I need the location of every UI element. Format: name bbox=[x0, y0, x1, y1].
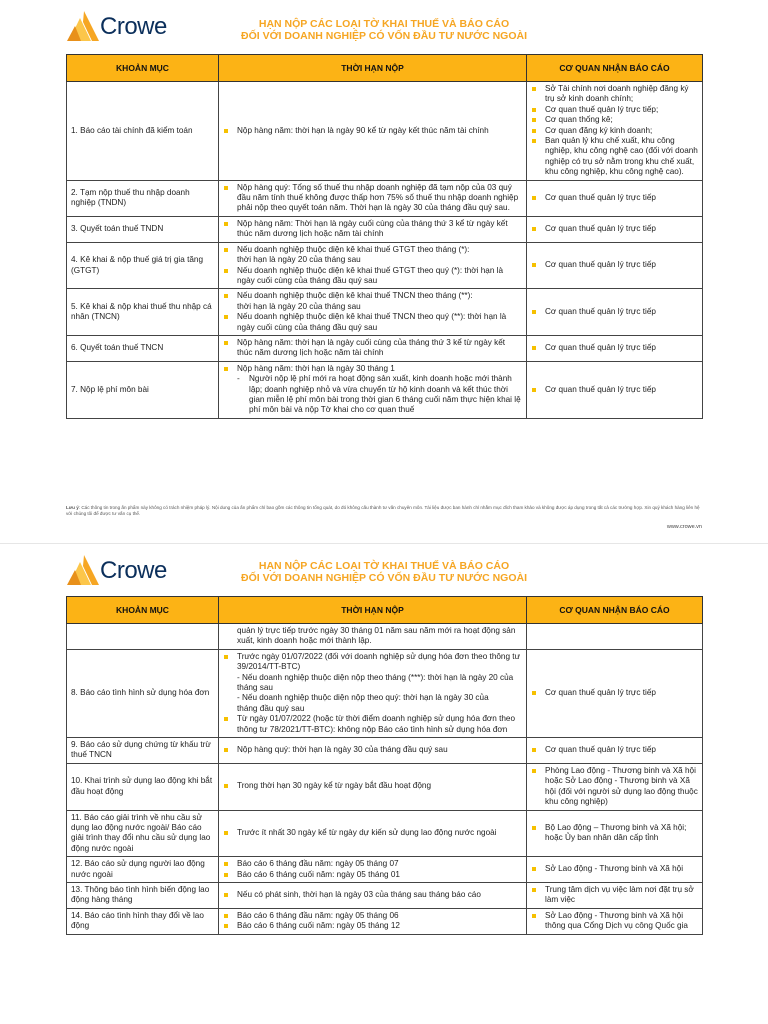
deadline-cell bbox=[219, 882, 527, 908]
deadline-cell bbox=[219, 216, 527, 242]
agency-cell bbox=[527, 289, 703, 336]
disclaimer-note: Lưu ý: Các thông tin trong ấn phẩm này không có trách nhiệm pháp lý. Nội dung của ấn phẩm chỉ bao gồm các thông tin tổng quát, do đó không cấu thành tư vấn chuyên môn. Tài liệu được ban hành chỉ nhằm mục đích tham khảo và không được áp dụng trong tất cả các trường hợp. Xin quý khách hàng liên hệ với chúng tôi để được tư vấn cụ thể. bbox=[66, 505, 700, 516]
deadline-bullet: Nộp hàng năm: thời hạn là ngày cuối cùng của tháng thứ 3 kể từ ngày kết thúc năm dương lịch hoặc năm tài chính bbox=[223, 338, 522, 359]
item-cell: 10. Khai trình sử dụng lao động khi bắt đầu hoạt động bbox=[67, 763, 219, 810]
deadline-bullet: Nếu doanh nghiệp thuộc diện kê khai thuế GTGT theo quý (*): thời hạn là ngày cuối cùng của tháng đầu quý sau bbox=[223, 266, 522, 287]
deadline-cell bbox=[219, 649, 527, 737]
item-cell: 2. Tạm nộp thuế thu nhập doanh nghiệp (TNDN) bbox=[67, 180, 219, 216]
table-row bbox=[67, 763, 703, 810]
deadline-bullet: Nộp hàng năm: Thời hạn là ngày cuối cùng của tháng thứ 3 kể từ ngày kết thúc năm dương lịch hoặc năm tài chính bbox=[223, 219, 522, 240]
crowe-mark-icon bbox=[66, 554, 100, 586]
table-row bbox=[67, 216, 703, 242]
deadline-bullet: Báo cáo 6 tháng cuối năm: ngày 05 tháng 01 bbox=[223, 870, 522, 880]
deadline-bullet: Nếu có phát sinh, thời hạn là ngày 03 của tháng sau tháng báo cáo bbox=[223, 890, 522, 900]
agency-bullet: Cơ quan thuế quản lý trực tiếp bbox=[531, 688, 698, 698]
agency-bullet: Cơ quan thuế quản lý trực tiếp bbox=[531, 193, 698, 203]
deadline-bullet: tháng đầu quý sau bbox=[237, 703, 305, 713]
table-row bbox=[67, 882, 703, 908]
deadline-bullet: Nếu doanh nghiệp thuộc diện kê khai thuế TNCN theo quý (**): thời hạn là ngày cuối cùng của tháng đầu quý sau bbox=[223, 312, 522, 333]
agency-bullet: Cơ quan thuế quản lý trực tiếp bbox=[531, 224, 698, 234]
deadline-cell bbox=[219, 82, 527, 181]
item-cell: 1. Báo cáo tài chính đã kiểm toán bbox=[67, 82, 219, 181]
deadline-bullet: Trong thời hạn 30 ngày kể từ ngày bắt đầu hoạt động bbox=[223, 781, 522, 791]
table-row bbox=[67, 289, 703, 336]
deadline-bullet: Nộp hàng quý: thời hạn là ngày 30 của tháng đầu quý sau bbox=[223, 745, 522, 755]
crowe-wordmark: Crowe bbox=[100, 557, 167, 584]
agency-cell bbox=[527, 649, 703, 737]
item-cell: 9. Báo cáo sử dụng chứng từ khấu trừ thuế TNCN bbox=[67, 738, 219, 764]
item-cell: 12. Báo cáo sử dụng người lao động nước ngoài bbox=[67, 857, 219, 883]
table-row bbox=[67, 361, 703, 418]
item-cell: 13. Thông báo tình hình biến động lao động hàng tháng bbox=[67, 882, 219, 908]
agency-bullet: Cơ quan thuế quản lý trực tiếp bbox=[531, 745, 698, 755]
agency-bullet: Cơ quan thuế quản lý trực tiếp bbox=[531, 343, 698, 353]
crowe-mark-icon bbox=[66, 10, 100, 42]
table-row bbox=[67, 810, 703, 857]
table-row bbox=[67, 857, 703, 883]
deadline-bullet: - Người nộp lệ phí mới ra hoạt động sản xuất, kinh doanh hoặc mới thành lập; doanh nghiệp nhỏ và vừa chuyển từ hộ kinh doanh và kết thúc thời gian miễn lệ phí môn bài trong thời gian 6 tháng cuối năm thực hiện khai lệ phí môn bài và nộp Tờ khai cho cơ quan thuế bbox=[237, 374, 521, 415]
table-row bbox=[67, 180, 703, 216]
agency-cell bbox=[527, 180, 703, 216]
item-cell: 4. Kê khai & nộp thuế giá trị gia tăng (GTGT) bbox=[67, 242, 219, 289]
deadline-bullet: Nộp hàng năm: thời hạn là ngày 30 tháng 1 bbox=[223, 364, 522, 374]
deadline-bullet: thời hạn là ngày 20 của tháng sau bbox=[237, 301, 361, 311]
deadline-cell bbox=[219, 180, 527, 216]
website-link[interactable]: www.crowe.vn bbox=[666, 524, 702, 530]
table-row bbox=[67, 242, 703, 289]
deadline-cell bbox=[219, 908, 527, 934]
page-divider bbox=[0, 543, 768, 544]
agency-cell bbox=[527, 335, 703, 361]
header-deadline: THỜI HẠN NỘP bbox=[219, 55, 527, 82]
item-cell: 11. Báo cáo giải trình về nhu cầu sử dụng lao động nước ngoài/ Báo cáo giải trình thay đổi nhu cầu sử dụng lao động nước ngoài bbox=[67, 810, 219, 857]
agency-bullet: Cơ quan thuế quản lý trực tiếp bbox=[531, 307, 698, 317]
deadline-bullet: Nộp hàng quý: Tổng số thuế thu nhập doanh nghiệp đã tạm nộp của 03 quý đầu năm tính thuế không được thấp hơn 75% số thuế thu nhập doanh nghiệp phải nộp theo quyết toán năm. Thời hạn là ngày 30 của tháng đầu quý sau. bbox=[223, 183, 522, 214]
item-cell: 8. Báo cáo tình hình sử dụng hóa đơn bbox=[67, 649, 219, 737]
agency-cell bbox=[527, 763, 703, 810]
page-title: HẠN NỘP CÁC LOẠI TỜ KHAI THUẾ VÀ BÁO CÁO ĐỐI VỚI DOANH NGHIỆP CÓ VỐN ĐẦU TƯ NƯỚC NGOÀI bbox=[241, 560, 527, 584]
agency-cell bbox=[527, 216, 703, 242]
deadline-cell bbox=[219, 857, 527, 883]
agency-bullet: Phòng Lao động - Thương binh và Xã hội hoặc Sở Lao động - Thương binh và Xã hội (đối với người sử dụng lao động thuộc khu công nghiệp) bbox=[531, 766, 698, 808]
table-row bbox=[67, 335, 703, 361]
deadline-bullet: Báo cáo 6 tháng đầu năm: ngày 05 tháng 07 bbox=[223, 859, 522, 869]
page-2 bbox=[0, 548, 768, 1024]
agency-bullet: Trung tâm dịch vụ việc làm nơi đặt trụ sở làm việc bbox=[531, 885, 698, 906]
agency-bullet: Ban quản lý khu chế xuất, khu công nghiệp, khu công nghệ cao (đối với doanh nghiệp có trụ sở nằm trong khu chế xuất, khu công nghiệp, khu công nghệ cao). bbox=[531, 136, 698, 178]
agency-bullet: Cơ quan thống kê; bbox=[531, 115, 698, 125]
table-row bbox=[67, 82, 703, 181]
agency-bullet: Cơ quan thuế quản lý trực tiếp bbox=[531, 260, 698, 270]
deadline-bullet: Báo cáo 6 tháng đầu năm: ngày 05 tháng 06 bbox=[223, 911, 522, 921]
table-row bbox=[67, 738, 703, 764]
deadline-cell bbox=[219, 289, 527, 336]
table-row bbox=[67, 624, 703, 650]
deadline-cell bbox=[219, 810, 527, 857]
deadline-bullet: Nếu doanh nghiệp thuộc diện kê khai thuế GTGT theo tháng (*): bbox=[223, 245, 522, 255]
agency-bullet: Cơ quan thuế quản lý trực tiếp bbox=[531, 385, 698, 395]
deadline-cell bbox=[219, 335, 527, 361]
deadline-bullet: Trước ngày 01/07/2022 (đối với doanh nghiệp sử dụng hóa đơn theo thông tư 39/2014/TT-BTC) bbox=[223, 652, 522, 673]
header-agency: CƠ QUAN NHẬN BÁO CÁO bbox=[527, 597, 703, 624]
agency-cell bbox=[527, 908, 703, 934]
agency-bullet: Sở Lao động - Thương binh và Xã hội thông qua Cổng Dịch vụ công Quốc gia bbox=[531, 911, 698, 932]
deadline-cell bbox=[219, 763, 527, 810]
agency-cell bbox=[527, 810, 703, 857]
item-cell: 7. Nộp lệ phí môn bài bbox=[67, 361, 219, 418]
table-row bbox=[67, 908, 703, 934]
deadline-bullet: Báo cáo 6 tháng cuối năm: ngày 05 tháng 12 bbox=[223, 921, 522, 931]
header-agency: CƠ QUAN NHẬN BÁO CÁO bbox=[527, 55, 703, 82]
deadline-bullet: Trước ít nhất 30 ngày kể từ ngày dự kiến sử dụng lao động nước ngoài bbox=[223, 828, 522, 838]
deadline-bullet: - Nếu doanh nghiệp thuộc diện nộp theo tháng (***): thời hạn là ngày 20 của tháng sau bbox=[237, 672, 514, 693]
agency-cell bbox=[527, 82, 703, 181]
deadline-cell bbox=[219, 361, 527, 418]
deadline-bullet: thời hạn là ngày 20 của tháng sau bbox=[237, 255, 361, 265]
item-cell: 5. Kê khai & nộp khai thuế thu nhập cá nhân (TNCN) bbox=[67, 289, 219, 336]
agency-cell bbox=[527, 242, 703, 289]
item-cell: 3. Quyết toán thuế TNDN bbox=[67, 216, 219, 242]
agency-cell bbox=[527, 738, 703, 764]
agency-cell bbox=[527, 361, 703, 418]
deadline-bullet: Nộp hàng năm: thời hạn là ngày 90 kể từ ngày kết thúc năm tài chính bbox=[223, 126, 522, 136]
agency-bullet: Cơ quan thuế quản lý trực tiếp; bbox=[531, 105, 698, 115]
page-title: HẠN NỘP CÁC LOẠI TỜ KHAI THUẾ VÀ BÁO CÁO ĐỐI VỚI DOANH NGHIỆP CÓ VỐN ĐẦU TƯ NƯỚC NGOÀI bbox=[241, 18, 527, 42]
deadline-table-1 bbox=[66, 54, 703, 419]
header-item: KHOẢN MỤC bbox=[67, 55, 219, 82]
agency-bullet: Sở Tài chính nơi doanh nghiệp đăng ký trụ sở kinh doanh chính; bbox=[531, 84, 698, 105]
agency-bullet: Cơ quan đăng ký kinh doanh; bbox=[531, 126, 698, 136]
continuation-text: quản lý trực tiếp trước ngày 30 tháng 01 năm sau năm mới ra hoạt động sản xuất, kinh doanh hoặc mới thành lập. bbox=[237, 626, 516, 646]
deadline-bullet: Nếu doanh nghiệp thuộc diện kê khai thuế TNCN theo tháng (**): bbox=[223, 291, 522, 301]
header-deadline: THỜI HẠN NỘP bbox=[219, 597, 527, 624]
agency-cell bbox=[527, 882, 703, 908]
table-row bbox=[67, 649, 703, 737]
item-cell: 14. Báo cáo tình hình thay đổi về lao động bbox=[67, 908, 219, 934]
deadline-bullet: Từ ngày 01/07/2022 (hoặc từ thời điểm doanh nghiệp sử dụng hóa đơn theo thông tư 78/2021/TT-BTC): không nộp Báo cáo tình hình sử dụng hóa đơn bbox=[223, 714, 522, 735]
deadline-cell bbox=[219, 738, 527, 764]
header-item: KHOẢN MỤC bbox=[67, 597, 219, 624]
deadline-bullet: - Nếu doanh nghiệp thuộc diện nộp theo quý: thời hạn là ngày 30 của bbox=[237, 693, 489, 703]
item-cell: 6. Quyết toán thuế TNCN bbox=[67, 335, 219, 361]
deadline-table-2 bbox=[66, 596, 703, 935]
agency-bullet: Bộ Lao động – Thương binh và Xã hội; hoặc Ủy ban nhân dân cấp tỉnh bbox=[531, 823, 698, 844]
agency-bullet: Sở Lao động - Thương binh và Xã hội bbox=[531, 864, 698, 874]
deadline-cell bbox=[219, 242, 527, 289]
agency-cell bbox=[527, 857, 703, 883]
crowe-wordmark: Crowe bbox=[100, 13, 167, 40]
